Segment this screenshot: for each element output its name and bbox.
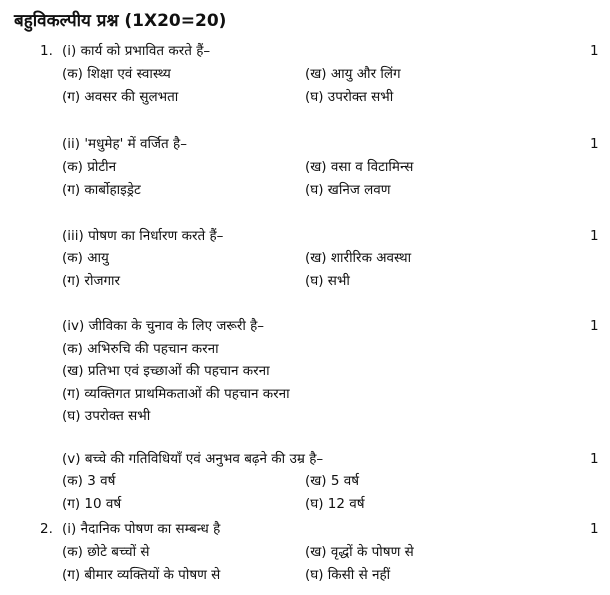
option-d: (घ) खनिज लवण	[305, 182, 391, 198]
option-b: (ख) वसा व विटामिन्स	[305, 159, 414, 175]
option-a: (क) प्रोटीन	[62, 159, 117, 175]
question-marks: 1	[590, 521, 599, 537]
question-prompt: (ii) 'मधुमेह' में वर्जित है–	[62, 136, 187, 152]
option-a: (क) आयु	[62, 250, 109, 266]
option-d: (घ) 12 वर्ष	[305, 496, 365, 512]
question-marks: 1	[590, 136, 599, 152]
option-b: (ख) शारीरिक अवस्था	[305, 250, 412, 266]
option-d: (घ) उपरोक्त सभी	[62, 408, 151, 424]
question-marks: 1	[590, 228, 599, 244]
option-a: (क) शिक्षा एवं स्वास्थ्य	[62, 66, 171, 82]
option-c: (ग) कार्बोहाइड्रेट	[62, 182, 141, 198]
option-c: (ग) व्यक्तिगत प्राथमिकताओं की पहचान करना	[62, 386, 290, 402]
option-d: (घ) सभी	[305, 273, 350, 289]
option-c: (ग) बीमार व्यक्तियों के पोषण से	[62, 567, 221, 583]
option-c: (ग) अवसर की सुलभता	[62, 89, 179, 105]
option-b: (ख) प्रतिभा एवं इच्छाओं की पहचान करना	[62, 363, 270, 379]
question-prompt: (i) नैदानिक पोषण का सम्बन्ध है	[62, 521, 221, 537]
option-b: (ख) 5 वर्ष	[305, 473, 360, 489]
question-marks: 1	[590, 451, 599, 467]
option-a: (क) 3 वर्ष	[62, 473, 116, 489]
page-title: बहुविकल्पीय प्रश्न (1X20=20)	[14, 11, 227, 31]
option-d: (घ) उपरोक्त सभी	[305, 89, 394, 105]
question-marks: 1	[590, 43, 599, 59]
option-d: (घ) किसी से नहीं	[305, 567, 391, 583]
question-number: 1.	[40, 43, 53, 59]
question-prompt: (iv) जीविका के चुनाव के लिए जरूरी है–	[62, 318, 265, 334]
option-b: (ख) वृद्धों के पोषण से	[305, 544, 414, 560]
option-c: (ग) 10 वर्ष	[62, 496, 122, 512]
question-marks: 1	[590, 318, 599, 334]
option-c: (ग) रोजगार	[62, 273, 121, 289]
option-b: (ख) आयु और लिंग	[305, 66, 401, 82]
option-a: (क) अभिरुचि की पहचान करना	[62, 341, 219, 357]
question-prompt: (iii) पोषण का निर्धारण करते हैं–	[62, 228, 224, 244]
question-prompt: (i) कार्य को प्रभावित करते हैं–	[62, 43, 211, 59]
question-prompt: (v) बच्चे की गतिविधियाँ एवं अनुभव बढ़ने की उम्र है–	[62, 451, 324, 467]
question-number: 2.	[40, 521, 53, 537]
option-a: (क) छोटे बच्चों से	[62, 544, 150, 560]
